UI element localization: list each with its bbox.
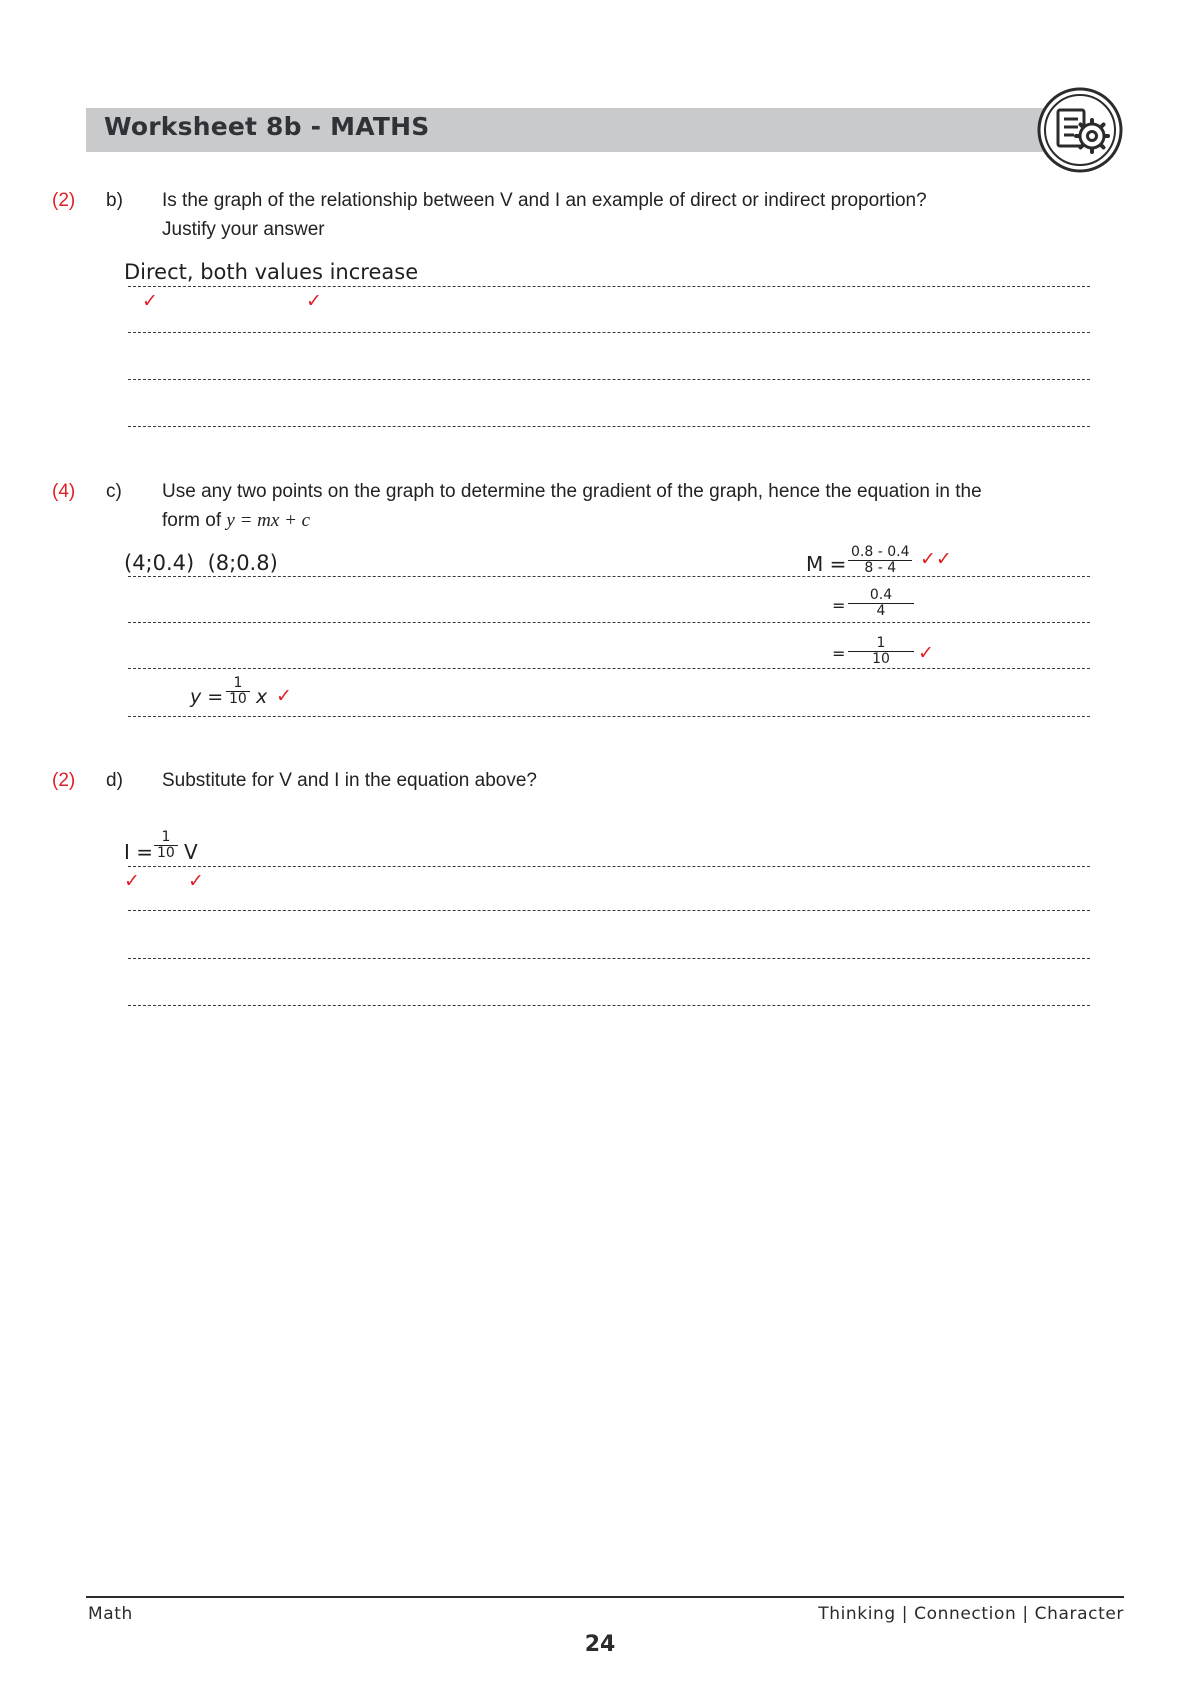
fraction-numerator: 0.8 - 0.4 xyxy=(851,544,910,560)
answer-line xyxy=(128,866,1090,867)
answer-line xyxy=(128,716,1090,717)
footer-subject: Math xyxy=(88,1604,133,1624)
question-text-c-prefix: form of xyxy=(162,510,227,531)
fraction-numerator: 1 xyxy=(876,635,886,651)
question-letter-c: c) xyxy=(106,481,122,502)
fraction-denominator: 4 xyxy=(876,602,886,619)
fraction-numerator: 1 xyxy=(161,829,171,845)
answer-line xyxy=(128,379,1090,380)
answer-line xyxy=(128,286,1090,287)
answer-line xyxy=(128,426,1090,427)
formula-y-mx-c: y = mx + c xyxy=(226,510,311,531)
page-title: Worksheet 8b - MATHS xyxy=(104,112,430,141)
answer-line xyxy=(128,332,1090,333)
gradient-fraction-step1 xyxy=(848,545,912,576)
marks-b: (2) xyxy=(52,190,76,211)
fraction-denominator: 10 xyxy=(872,650,890,667)
question-text-c-line1: Use any two points on the graph to determine the gradient of the graph, hence the equation in the xyxy=(162,481,982,502)
equation-fraction xyxy=(226,676,250,707)
question-letter-b: b) xyxy=(106,190,123,211)
answer-line xyxy=(128,668,1090,669)
answer-line xyxy=(128,576,1090,577)
question-text-b-line2: Justify your answer xyxy=(162,219,325,240)
footer-tagline: Thinking | Connection | Character xyxy=(818,1604,1124,1624)
tick-mark: ✓ xyxy=(276,685,292,707)
fraction-denominator: 10 xyxy=(157,844,175,861)
equation-lhs: y = xyxy=(190,686,224,708)
equals-sign: = xyxy=(832,596,846,615)
gradient-fraction-step2 xyxy=(848,588,914,619)
document-gear-icon xyxy=(1036,86,1124,174)
answer-line xyxy=(128,958,1090,959)
question-letter-d: d) xyxy=(106,770,123,791)
gradient-label: M = xyxy=(806,552,847,576)
question-text-c-line2 xyxy=(162,506,310,535)
answer-d-lhs: I = xyxy=(124,840,154,864)
tick-mark: ✓ xyxy=(306,290,322,312)
equation-variable: x xyxy=(256,686,268,708)
fraction-denominator: 8 - 4 xyxy=(864,559,897,576)
fraction-numerator: 1 xyxy=(233,675,243,691)
marks-c: (4) xyxy=(52,481,76,502)
tick-mark: ✓ xyxy=(142,290,158,312)
answer-c-points: (4;0.4) (8;0.8) xyxy=(124,551,278,575)
answer-b: Direct, both values increase xyxy=(124,260,419,284)
answer-line xyxy=(128,1005,1090,1006)
question-text-d: Substitute for V and I in the equation above? xyxy=(162,770,537,791)
answer-line xyxy=(128,910,1090,911)
answer-d-fraction xyxy=(154,830,178,861)
answer-line xyxy=(128,622,1090,623)
question-text-b-line1: Is the graph of the relationship between V and I an example of direct or indirect proportion? xyxy=(162,190,927,211)
footer-rule xyxy=(86,1596,1124,1598)
tick-mark: ✓ xyxy=(188,870,204,892)
fraction-denominator: 10 xyxy=(229,690,247,707)
marks-d: (2) xyxy=(52,770,76,791)
page-number: 24 xyxy=(584,1632,616,1657)
equals-sign: = xyxy=(832,644,846,663)
fraction-numerator: 0.4 xyxy=(869,587,893,603)
tick-mark: ✓ xyxy=(918,642,934,664)
answer-d-variable: V xyxy=(184,840,198,864)
gradient-fraction-step3 xyxy=(848,636,914,667)
tick-mark: ✓ xyxy=(124,870,140,892)
double-tick-mark: ✓✓ xyxy=(920,548,952,570)
